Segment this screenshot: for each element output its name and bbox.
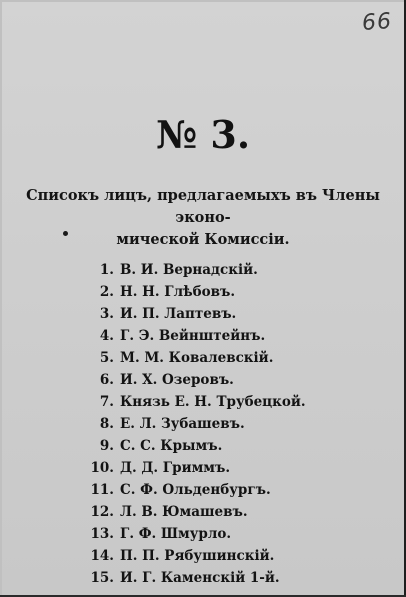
member-number: 4. (99, 328, 114, 344)
member-number: 6. (99, 372, 114, 388)
member-item (80, 457, 390, 479)
member-number: 10. (90, 460, 114, 476)
member-number: 2. (99, 284, 114, 300)
document-title-line: мической Комиссіи. (116, 231, 290, 248)
member-number: 15. (90, 570, 114, 586)
member-name: И. Г. Каменскій 1-й. (120, 570, 280, 586)
member-number: 12. (90, 504, 114, 520)
member-item (80, 391, 390, 413)
member-name: С. Ф. Ольденбургъ. (120, 482, 271, 498)
member-item (80, 413, 390, 435)
member-item (80, 501, 390, 523)
member-number: 7. (99, 394, 114, 410)
member-number: 14. (90, 548, 114, 564)
member-item (80, 281, 390, 303)
member-number: 1. (99, 262, 114, 278)
member-name: Г. Ф. Шмурло. (120, 526, 232, 542)
ink-spot (63, 231, 68, 236)
member-name: Г. Э. Вейнштейнъ. (120, 328, 266, 344)
member-item (80, 545, 390, 567)
member-name: П. П. Рябушинскій. (120, 548, 275, 564)
member-number: 13. (90, 526, 114, 542)
member-item (80, 567, 390, 589)
member-name: Е. Л. Зубашевъ. (120, 416, 245, 432)
document-title (10, 185, 396, 251)
member-item (80, 369, 390, 391)
member-name: Л. В. Юмашевъ. (120, 504, 248, 520)
member-item (80, 479, 390, 501)
member-item (80, 325, 390, 347)
member-number: 5. (99, 350, 114, 366)
member-name: Князь Е. Н. Трубецкой. (120, 394, 306, 410)
document-title-line: Списокъ лицъ, предлагаемыхъ въ Члены эконо- (26, 187, 380, 226)
member-number: 8. (99, 416, 114, 432)
member-item (80, 347, 390, 369)
member-name: В. И. Вернадскій. (120, 262, 258, 278)
member-name: С. С. Крымъ. (120, 438, 223, 454)
member-name: И. Х. Озеровъ. (120, 372, 234, 388)
member-name: И. П. Лаптевъ. (120, 306, 237, 322)
member-list (80, 259, 390, 589)
member-number: 9. (99, 438, 114, 454)
member-item (80, 435, 390, 457)
member-item (80, 259, 390, 281)
member-name: Н. Н. Глѣбовъ. (120, 284, 236, 300)
handwritten-page-number: 66 (361, 8, 393, 37)
member-name: М. М. Ковалевскій. (120, 350, 274, 366)
document-number-heading: № 3. (155, 112, 251, 157)
member-item (80, 303, 390, 325)
member-item (80, 523, 390, 545)
member-number: 11. (90, 482, 114, 498)
member-number: 3. (99, 306, 114, 322)
member-name: Д. Д. Гриммъ. (120, 460, 231, 476)
